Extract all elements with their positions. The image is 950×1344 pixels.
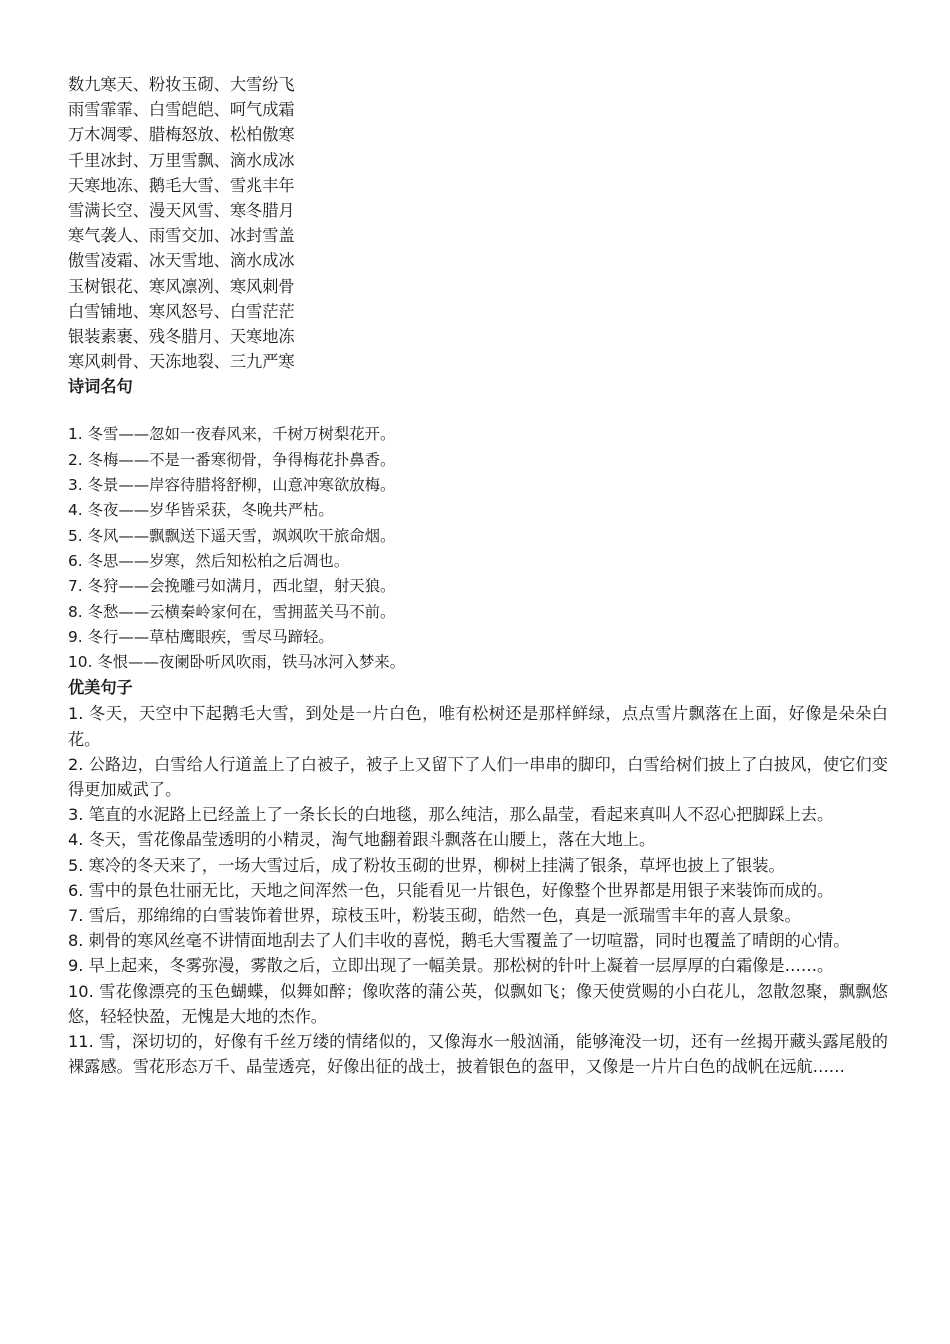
idiom-line: 银装素裹、残冬腊月、天寒地冻 <box>68 327 295 347</box>
poem-line: 4. 冬夜——岁华皆采获，冬晚共严枯。 <box>68 501 334 520</box>
idiom-list <box>68 72 888 374</box>
sentence-item: 5. 寒冷的冬天来了，一场大雪过后，成了粉妆玉砌的世界，柳树上挂满了银条，草坪也披上了银装。 <box>68 855 785 875</box>
poem-line: 8. 冬愁——云横秦岭家何在，雪拥蓝关马不前。 <box>68 602 396 621</box>
poems-heading: 诗词名句 <box>68 377 133 397</box>
sentence-item: 1. 冬天，天空中下起鹅毛大雪，到处是一片白色，唯有松树还是那样鲜绿，点点雪片飘落在上面，好像是朵朵白花。 <box>68 704 888 749</box>
sentence-list <box>68 701 888 1079</box>
idiom-line: 傲雪凌霜、冰天雪地、滴水成冰 <box>68 251 295 271</box>
idiom-line: 雪满长空、漫天风雪、寒冬腊月 <box>68 201 295 221</box>
sentence-item: 3. 笔直的水泥路上已经盖上了一条长长的白地毯，那么纯洁，那么晶莹，看起来真叫人不忍心把脚踩上去。 <box>68 805 834 825</box>
sentence-item: 10. 雪花像漂亮的玉色蝴蝶，似舞如醉；像吹落的蒲公英，似飘如飞；像天使赏赐的小白花儿，忽散忽聚，飘飘悠悠，轻轻快盈，无愧是大地的杰作。 <box>68 981 888 1026</box>
poem-line: 9. 冬行——草枯鹰眼疾，雪尽马蹄轻。 <box>68 627 334 646</box>
poem-line: 3. 冬景——岸容待腊将舒柳，山意冲寒欲放梅。 <box>68 476 396 495</box>
idiom-line: 数九寒天、粉妆玉砌、大雪纷飞 <box>68 75 295 94</box>
document-page <box>68 72 888 1079</box>
idiom-line: 白雪铺地、寒风怒号、白雪茫茫 <box>68 301 295 321</box>
poem-line: 6. 冬思——岁寒，然后知松柏之后凋也。 <box>68 551 350 570</box>
poem-line: 2. 冬梅——不是一番寒彻骨，争得梅花扑鼻香。 <box>68 450 396 469</box>
poem-line: 7. 冬狩——会挽雕弓如满月，西北望，射天狼。 <box>68 577 396 596</box>
sentence-item: 7. 雪后，那绵绵的白雪装饰着世界，琼枝玉叶，粉装玉砌，皓然一色，真是一派瑞雪丰年的喜人景象。 <box>68 906 801 926</box>
poem-line: 1. 冬雪——忽如一夜春风来，千树万树梨花开。 <box>68 425 396 444</box>
idiom-line: 雨雪霏霏、白雪皑皑、呵气成霜 <box>68 100 295 120</box>
idiom-line: 千里冰封、万里雪飘、滴水成冰 <box>68 150 295 170</box>
sentence-item: 8. 刺骨的寒风丝毫不讲情面地刮去了人们丰收的喜悦，鹅毛大雪覆盖了一切喧嚣，同时也覆盖了晴朗的心情。 <box>68 931 850 951</box>
poem-line: 10. 冬恨——夜阑卧听风吹雨，铁马冰河入梦来。 <box>68 653 406 672</box>
idiom-line: 玉树银花、寒风凛冽、寒风刺骨 <box>68 276 295 296</box>
idiom-line: 天寒地冻、鹅毛大雪、雪兆丰年 <box>68 175 295 195</box>
sentence-item: 9. 早上起来，冬雾弥漫，雾散之后，立即出现了一幅美景。那松树的针叶上凝着一层厚厚的白霜像是……。 <box>68 956 834 976</box>
sentence-item: 4. 冬天，雪花像晶莹透明的小精灵，淘气地翻着跟斗飘落在山腰上，落在大地上。 <box>68 830 656 850</box>
sentence-item: 6. 雪中的景色壮丽无比，天地之间浑然一色，只能看见一片银色，好像整个世界都是用银子来装饰而成的。 <box>68 880 834 900</box>
sentences-heading: 优美句子 <box>68 678 133 698</box>
sentence-item: 2. 公路边，白雪给人行道盖上了白被子，被子上又留下了人们一串串的脚印，白雪给树们披上了白披风，使它们变得更加威武了。 <box>68 754 888 800</box>
idiom-line: 寒气袭人、雨雪交加、冰封雪盖 <box>68 226 295 246</box>
idiom-line: 寒风刺骨、天冻地裂、三九严寒 <box>68 352 295 372</box>
sentence-item: 11. 雪，深切切的，好像有千丝万缕的情绪似的，又像海水一般汹涌，能够淹没一切，还有一丝揭开藏头露尾般的裸露感。雪花形态万千、晶莹透亮，好像出征的战士，披着银色的盔甲，又像是一片片白色的战帆在远航…… <box>68 1032 888 1077</box>
idiom-line: 万木凋零、腊梅怒放、松柏傲寒 <box>68 125 295 145</box>
section-spacer <box>68 400 888 422</box>
poem-line: 5. 冬风——飘飘送下遥天雪，飒飒吹干旅命烟。 <box>68 526 396 545</box>
poem-list <box>68 422 888 675</box>
